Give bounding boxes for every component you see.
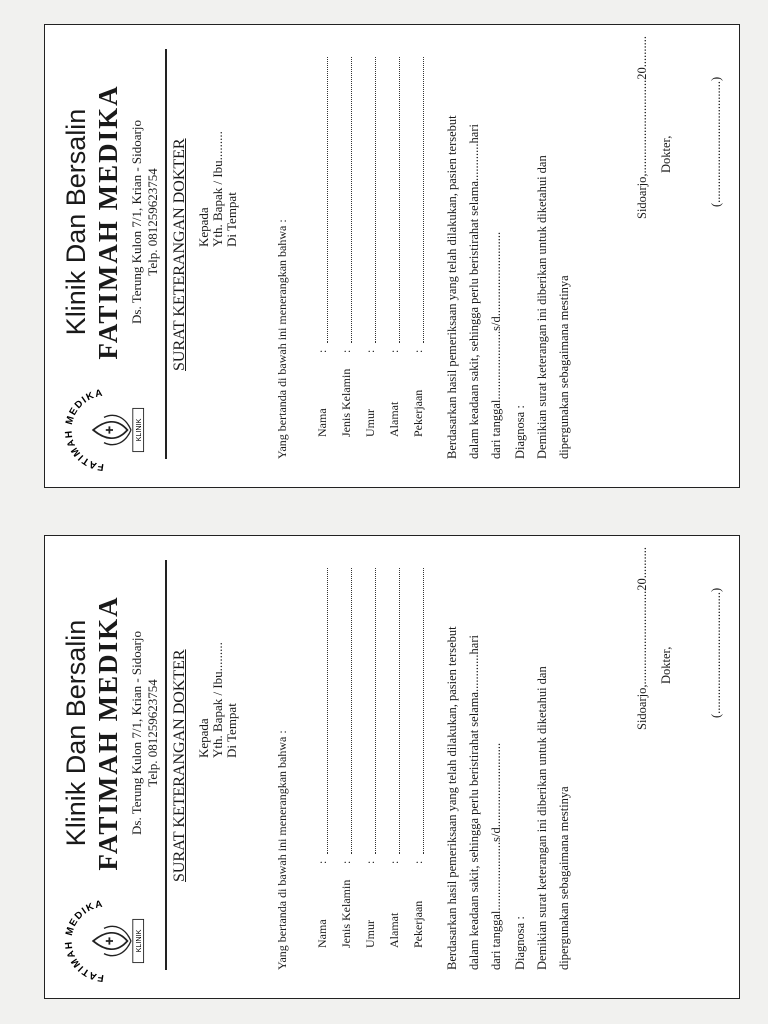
field-separator: : bbox=[339, 860, 353, 864]
logo-sub: KLINIK bbox=[133, 929, 143, 953]
field-umur bbox=[363, 57, 383, 437]
clinic-phone: Telp. 081259623754 bbox=[145, 679, 160, 787]
closing-line: Demikian surat keterangan ini diberikan untuk diketahui dan bbox=[535, 155, 549, 459]
field-nama bbox=[315, 568, 335, 948]
field-label: Alamat bbox=[387, 401, 401, 437]
recipient-line: Kepada bbox=[196, 718, 211, 758]
field-blank[interactable] bbox=[375, 568, 376, 854]
place-date: Sidoarjo,..............................20.......... bbox=[635, 547, 649, 730]
document-title: SURAT KETERANGAN DOKTER bbox=[171, 138, 188, 371]
field-jenis-kelamin bbox=[339, 57, 359, 437]
field-separator: : bbox=[339, 349, 353, 353]
logo-text: FATIMAH MEDIKA bbox=[63, 898, 105, 984]
body-line: dari tanggal......................s/d........................... bbox=[489, 231, 503, 459]
body-line: dalam keadaan sakit, sehingga perlu beristirahat selama............hari bbox=[467, 124, 481, 459]
diagnosis-label: Diagnosa : bbox=[513, 405, 527, 459]
field-separator: : bbox=[387, 860, 401, 864]
field-blank[interactable] bbox=[423, 57, 424, 343]
form-content bbox=[45, 25, 741, 489]
doctor-certificate-form-bottom bbox=[44, 535, 740, 999]
field-separator: : bbox=[411, 860, 425, 864]
body-line: dari tanggal......................s/d........................... bbox=[489, 742, 503, 970]
header-rule bbox=[165, 49, 167, 459]
doctor-label: Dokter, bbox=[659, 646, 673, 684]
clinic-type: Klinik Dan Bersalin bbox=[61, 619, 91, 847]
closing-line: dipergunakan sebagaimana mestinya bbox=[557, 786, 571, 970]
intro-text: Yang bertanda di bawah ini menerangkan bahwa : bbox=[275, 730, 289, 970]
doctor-label: Dokter, bbox=[659, 135, 673, 173]
doctor-certificate-form-top bbox=[44, 24, 740, 488]
field-label: Jenis Kelamin bbox=[339, 879, 353, 948]
document-title: SURAT KETERANGAN DOKTER bbox=[171, 649, 188, 882]
recipient-line: Yth. Bapak / Ibu......... bbox=[210, 642, 225, 758]
field-separator: : bbox=[363, 349, 377, 353]
recipient-block bbox=[197, 642, 239, 758]
field-blank[interactable] bbox=[423, 568, 424, 854]
field-umur bbox=[363, 568, 383, 948]
body-line: Berdasarkan hasil pemeriksaan yang telah dilakukan, pasien tersebut bbox=[445, 115, 459, 459]
header-rule bbox=[165, 560, 167, 970]
field-label: Umur bbox=[363, 409, 377, 437]
closing-line: dipergunakan sebagaimana mestinya bbox=[557, 275, 571, 459]
clinic-name: FATIMAH MEDIKA bbox=[93, 595, 123, 871]
field-alamat bbox=[387, 57, 407, 437]
signature-line: (.......................................) bbox=[709, 587, 723, 718]
recipient-line: Di Tempat bbox=[224, 703, 239, 758]
place-date: Sidoarjo,..............................20.......... bbox=[635, 36, 649, 219]
field-label: Umur bbox=[363, 920, 377, 948]
body-line: dalam keadaan sakit, sehingga perlu beristirahat selama............hari bbox=[467, 635, 481, 970]
body-line: Berdasarkan hasil pemeriksaan yang telah dilakukan, pasien tersebut bbox=[445, 626, 459, 970]
field-blank[interactable] bbox=[375, 57, 376, 343]
field-blank[interactable] bbox=[327, 568, 328, 854]
field-alamat bbox=[387, 568, 407, 948]
form-content bbox=[45, 536, 741, 1000]
field-pekerjaan bbox=[411, 568, 431, 948]
field-label: Nama bbox=[315, 408, 329, 437]
field-separator: : bbox=[315, 349, 329, 353]
diagnosis-label: Diagnosa : bbox=[513, 916, 527, 970]
field-pekerjaan bbox=[411, 57, 431, 437]
field-label: Alamat bbox=[387, 912, 401, 948]
recipient-line: Yth. Bapak / Ibu......... bbox=[210, 131, 225, 247]
field-nama bbox=[315, 57, 335, 437]
recipient-block bbox=[197, 131, 239, 247]
field-separator: : bbox=[411, 349, 425, 353]
field-separator: : bbox=[315, 860, 329, 864]
clinic-name: FATIMAH MEDIKA bbox=[93, 84, 123, 360]
clinic-type: Klinik Dan Bersalin bbox=[61, 108, 91, 336]
field-separator: : bbox=[387, 349, 401, 353]
field-label: Nama bbox=[315, 919, 329, 948]
clinic-address: Ds. Terung Kulon 7/1, Krian - Sidoarjo bbox=[129, 631, 144, 835]
field-blank[interactable] bbox=[351, 568, 352, 854]
clinic-phone: Telp. 081259623754 bbox=[145, 168, 160, 276]
clinic-address: Ds. Terung Kulon 7/1, Krian - Sidoarjo bbox=[129, 120, 144, 324]
field-blank[interactable] bbox=[351, 57, 352, 343]
field-label: Pekerjaan bbox=[411, 389, 425, 437]
field-separator: : bbox=[363, 860, 377, 864]
field-blank[interactable] bbox=[399, 568, 400, 854]
field-blank[interactable] bbox=[399, 57, 400, 343]
field-label: Jenis Kelamin bbox=[339, 368, 353, 437]
recipient-line: Kepada bbox=[196, 207, 211, 247]
field-jenis-kelamin bbox=[339, 568, 359, 948]
logo-sub: KLINIK bbox=[133, 418, 143, 442]
signature-line: (.......................................) bbox=[709, 76, 723, 207]
field-blank[interactable] bbox=[327, 57, 328, 343]
closing-line: Demikian surat keterangan ini diberikan untuk diketahui dan bbox=[535, 666, 549, 970]
field-label: Pekerjaan bbox=[411, 900, 425, 948]
intro-text: Yang bertanda di bawah ini menerangkan bahwa : bbox=[275, 219, 289, 459]
logo-text: FATIMAH MEDIKA bbox=[63, 387, 105, 473]
recipient-line: Di Tempat bbox=[224, 192, 239, 247]
